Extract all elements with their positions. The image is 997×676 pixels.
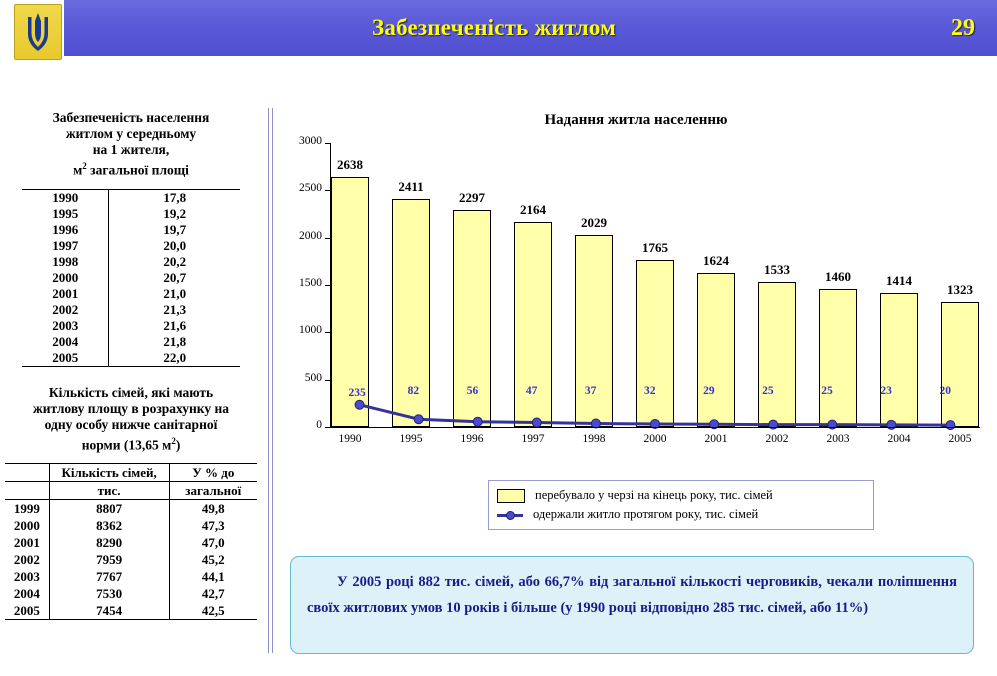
y-axis-tick-label: 1500 [299,277,322,289]
bar [758,282,796,427]
header-cell-blank-2 [5,482,49,500]
bar [697,273,735,427]
cell-percent: 44,1 [201,569,225,584]
x-axis-label: 2005 [948,433,972,445]
table1-caption-line-2: житлом у середньому [65,126,197,141]
cell-value: 20,0 [163,237,187,253]
y-axis-tick-label: 2000 [299,229,322,242]
cell-percent: 45,2 [201,552,225,567]
line-value-label: 235 [348,386,366,399]
cell-families: 7454 [49,602,169,620]
legend-item-line [497,505,865,524]
line-value-label: 25 [762,385,774,397]
bar [880,293,918,427]
ukraine-trident-emblem-icon [14,4,62,60]
note-box [290,556,974,654]
bar [636,260,674,427]
cell-year: 2004 [22,334,109,350]
legend-item-bar [497,486,865,505]
cell-year: 2002 [5,551,49,568]
bar-value-label: 1624 [703,253,729,269]
y-axis-line [330,143,331,427]
cell-families: 7767 [49,568,169,585]
cell-value: 22,0 [109,350,240,367]
cell-year: 1997 [22,238,109,254]
cell-year: 2004 [5,585,49,602]
table-row [5,500,257,518]
bar-column [696,143,736,427]
table2-caption-line-1: Кількість сімей, які мають [48,384,214,400]
table1-caption-line-1: Забезпеченість населення [52,110,210,125]
table1-caption [0,104,262,183]
cell-year: 1995 [22,206,109,222]
line-value-label: 25 [821,385,833,397]
table-row [22,189,240,206]
families-below-norm-table [5,463,257,620]
chart-title: Надання житла населенню [544,112,728,128]
cell-percent: 42,5 [169,602,257,620]
legend-bar-label: перебувало у черзі на кінець року, тис. сімей [535,488,773,502]
x-axis-label: 1996 [460,433,484,445]
table-row [22,238,240,254]
header-cell-families: Кількість сімей, [49,464,169,482]
x-axis-label: 2000 [643,433,667,445]
table-row [22,222,240,238]
table-row [22,350,240,367]
bar-value-label: 1460 [825,268,851,284]
bar-value-label: 2164 [520,202,546,218]
x-axis-label: 1998 [582,433,606,445]
cell-value: 21,3 [163,301,187,317]
line-value-label: 23 [880,385,892,397]
cell-percent: 42,7 [201,586,225,601]
table-row [5,602,257,620]
table-row [5,585,257,602]
cell-value: 20,7 [163,269,187,285]
bar-value-label: 1414 [886,273,912,289]
cell-value: 21,8 [163,333,187,349]
table-row [22,302,240,318]
x-axis-line [330,427,980,428]
x-axis-label: 1990 [338,433,362,445]
page-header [0,0,997,56]
cell-year: 2003 [5,568,49,585]
table-row [22,334,240,350]
chart-legend [488,480,874,530]
bar-value-label: 2029 [581,214,607,230]
cell-year: 2002 [22,302,109,318]
cell-value: 21,0 [163,285,187,301]
cell-year: 1999 [5,500,49,518]
y-axis-tick-label: 2500 [299,182,322,195]
header-cell-percent: У % до [169,464,257,482]
y-axis-tick-label: 0 [316,419,322,431]
bar-value-label: 1765 [642,239,668,255]
cell-year: 2003 [22,318,109,334]
cell-year: 1996 [22,222,109,238]
x-axis-label: 1997 [521,433,545,445]
line-value-label: 47 [525,385,538,397]
note-text: У 2005 році 882 тис. сімей, або 66,7% від загальної кількості черговиків, чекали поліпшення своїх житлових умов 10 років і більше (у 1990 році відповідно 285 тис. сімей, або 11%) [307,574,957,616]
x-axis-labels [330,433,980,451]
table-row [5,568,257,585]
y-axis-tick-label: 3000 [299,135,322,147]
y-axis-tick-label: 500 [304,371,322,384]
cell-value: 19,2 [163,205,187,221]
x-axis-label: 2003 [826,433,850,445]
table-row [5,517,257,534]
left-panel [0,104,262,620]
line-value-label: 56 [466,385,479,397]
line-value-label: 82 [407,385,420,397]
table2-caption-line-2: житлову площу в розрахунку на [32,400,230,416]
x-axis-label: 2001 [704,433,728,445]
header-cell-families-unit: тис. [49,482,169,500]
legend-line-label: одержали житло протягом року, тис. сімей [533,507,759,521]
cell-year: 2000 [5,517,49,534]
table1-caption-line-3: на 1 жителя, [92,142,170,157]
cell-year: 1998 [22,254,109,270]
cell-families: 7530 [49,585,169,602]
table2-caption [0,367,262,460]
cell-value: 19,7 [163,221,187,237]
housing-per-capita-table [22,189,240,367]
table-row [22,286,240,302]
table1-caption-line-4: $м^2$ загальної площі [73,161,189,178]
cell-percent: 47,0 [201,535,225,550]
table-row [5,534,257,551]
chart-plot-area [286,135,986,465]
cell-families: 8807 [49,500,169,518]
table-header-row-2 [5,482,257,500]
header-cell-blank [5,464,49,482]
table-row [22,270,240,286]
table-row [22,206,240,222]
cell-value: 21,6 [163,317,187,333]
bar [819,289,857,427]
legend-bar-swatch-icon [497,489,525,503]
housing-provision-chart [286,112,986,532]
cell-year: 2001 [22,286,109,302]
bar-value-label: 2297 [459,189,485,205]
page-title: Забезпеченість житлом [372,15,616,40]
bar-value-label: 2638 [337,157,363,173]
bar-value-label: 2411 [398,178,424,194]
table2-caption-line-4: норми (13,65 $м^2$) [81,435,181,452]
table-header-row [5,464,257,482]
line-value-label: 20 [939,385,951,397]
header-cell-percent-unit: загальної [169,482,257,500]
x-axis-label: 2004 [887,433,911,445]
line-value-label: 32 [644,385,656,397]
bar [941,302,979,427]
cell-families: 8290 [49,534,169,551]
cell-value: 20,2 [163,253,187,269]
line-value-label: 37 [584,385,597,397]
cell-year: 2005 [22,350,109,367]
x-axis-label: 2002 [765,433,789,445]
cell-year: 2005 [5,602,49,620]
vertical-divider [268,108,273,653]
table-row [22,254,240,270]
y-axis-tick-label: 1000 [299,324,322,337]
cell-year: 1990 [22,189,109,206]
line-value-label: 29 [703,385,715,397]
cell-families: 8362 [49,517,169,534]
table-row [5,551,257,568]
cell-families: 7959 [49,551,169,568]
page-number: 29 [951,14,975,41]
cell-year: 2001 [5,534,49,551]
table-row [22,318,240,334]
bar [575,235,613,427]
cell-percent: 49,8 [201,501,225,516]
x-axis-label: 1995 [399,433,423,445]
legend-line-swatch-icon [497,509,523,521]
bar-value-label: 1533 [764,261,790,277]
cell-year: 2000 [22,270,109,286]
cell-percent: 47,3 [201,518,225,533]
table2-caption-line-3: одну особу нижче санітарної [44,416,218,432]
bar-value-label: 1323 [947,281,973,297]
bar-column [330,143,370,427]
cell-value: 17,8 [109,189,240,206]
